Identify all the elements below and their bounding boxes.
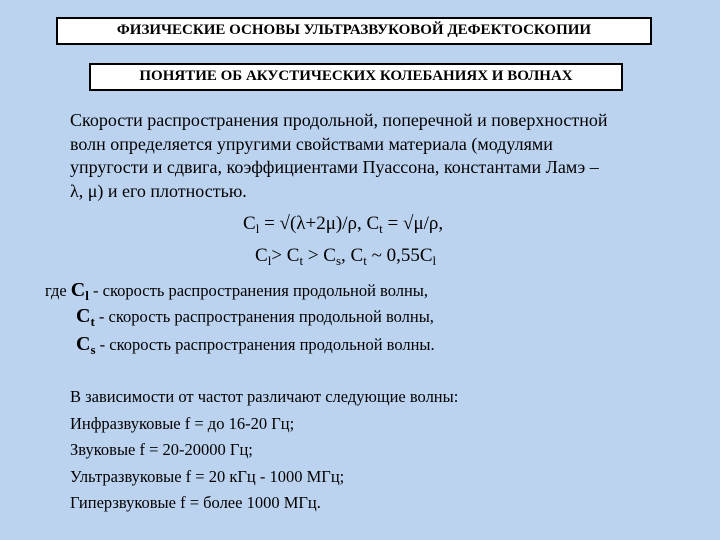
formula-subscript: l <box>432 253 437 268</box>
definition-symbol: $C_s$ <box>76 333 96 357</box>
definition-transverse <box>76 305 434 328</box>
slide-title <box>56 17 652 45</box>
intro-line: λ, μ) и его плотностью. <box>70 180 247 201</box>
wave-list-item: Инфразвуковые f = до 16-20 Гц; <box>70 413 295 433</box>
wave-list-item: Ультразвуковые f = 20 кГц - 1000 МГц; <box>70 466 345 486</box>
formula-subscript: t <box>379 221 383 236</box>
section-subtitle-text: ПОНЯТИЕ ОБ АКУСТИЧЕСКИХ КОЛЕБАНИЯХ И ВОЛНАХ <box>139 68 573 84</box>
intro-line: упругости и сдвига, коэффициентами Пуассона, константами Ламэ – <box>70 157 599 177</box>
definition-text: - скорость распространения продольной волны. <box>95 335 435 354</box>
formula-expression: = √μ/ρ, <box>382 213 444 234</box>
slide-title-text: ФИЗИЧЕСКИЕ ОСНОВЫ УЛЬТРАЗВУКОВОЙ ДЕФЕКТОСКОПИИ <box>116 22 592 38</box>
wave-classification-list <box>70 384 458 517</box>
intro-line: Скорости распространения продольной, поперечной и поверхностной <box>70 110 608 130</box>
definition-text: - скорость распространения продольной волны, <box>88 281 429 300</box>
section-subtitle <box>89 63 623 91</box>
formula-subscript: s <box>335 253 342 268</box>
intro-line: волн определяется упругими свойствами материала (модулями <box>70 133 553 154</box>
formula-subscript: l <box>255 221 260 236</box>
formula-expression: ~ 0,55C <box>366 245 433 266</box>
formula-expression: , C <box>341 245 364 266</box>
formula-symbol: C <box>243 213 256 234</box>
velocity-formula <box>243 213 443 235</box>
definition-text: - скорость распространения продольной волны, <box>94 307 434 326</box>
wave-list-intro: В зависимости от частот различают следующие волны: <box>70 387 459 406</box>
formula-subscript: t <box>363 253 367 268</box>
velocity-relation-formula <box>255 245 436 267</box>
definition-longitudinal <box>45 279 428 302</box>
formula-expression: > C <box>271 245 300 266</box>
wave-list-item: Гиперзвуковые f = более 1000 МГц. <box>70 493 321 512</box>
formula-expression: > C <box>303 245 336 266</box>
formula-expression: = √(λ+2μ)/ρ, <box>259 213 367 234</box>
intro-paragraph <box>70 109 680 203</box>
formula-subscript: l <box>267 253 272 268</box>
definition-symbol: $C_l$ <box>70 279 89 303</box>
definition-prefix: где <box>45 281 71 300</box>
formula-symbol: C <box>366 213 380 234</box>
wave-list-item: Звуковые f = 20-20000 Гц; <box>70 440 253 459</box>
formula-subscript: t <box>299 253 304 268</box>
formula-symbol: C <box>255 245 268 266</box>
definition-symbol: $C_t$ <box>76 305 95 329</box>
definition-surface <box>76 333 435 356</box>
